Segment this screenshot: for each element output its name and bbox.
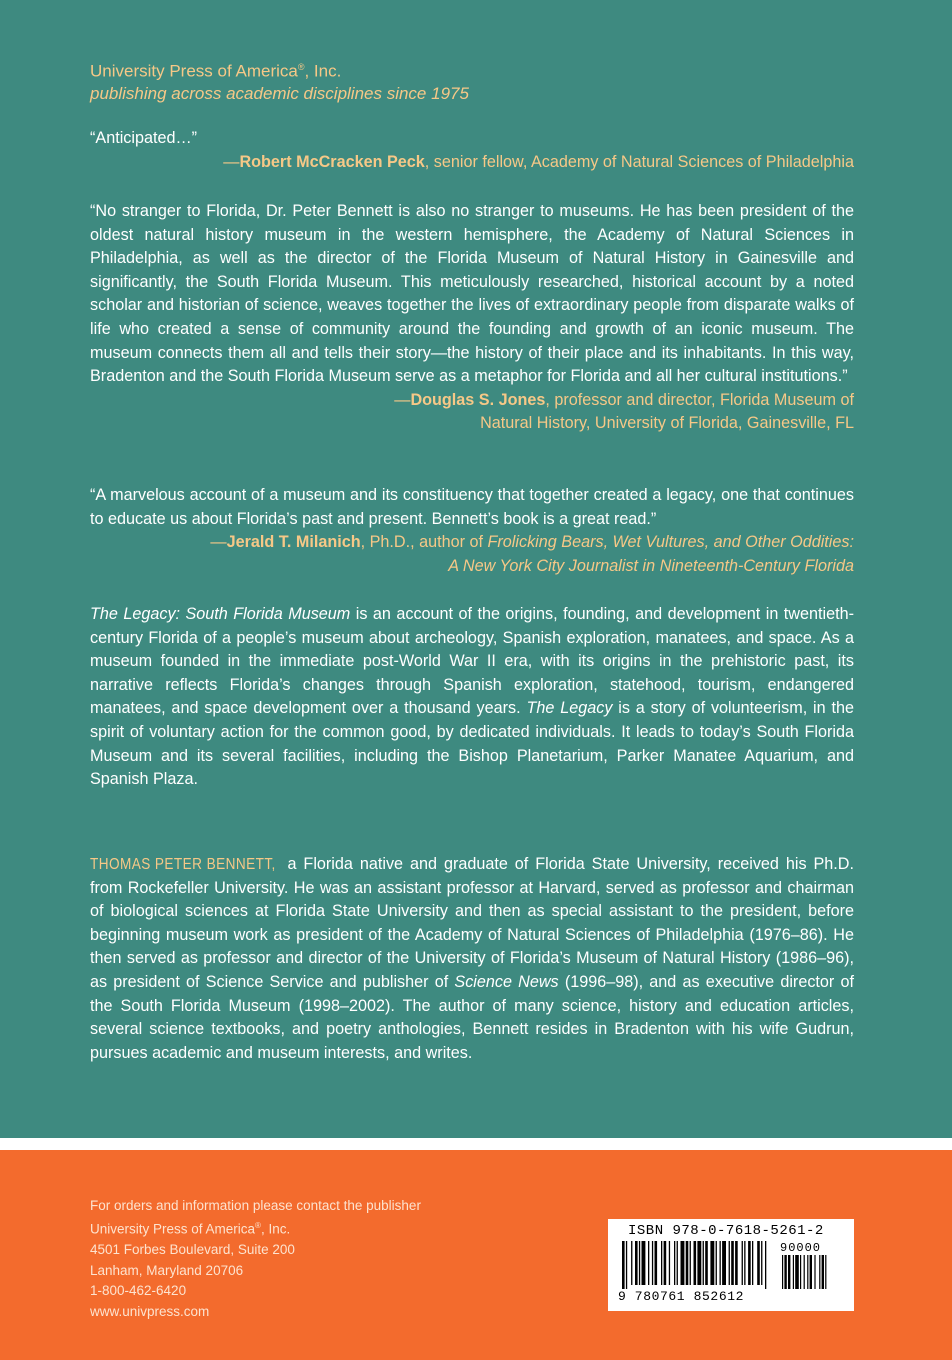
barcode-bar bbox=[642, 1241, 646, 1285]
publisher-website[interactable]: www.univpress.com bbox=[90, 1303, 210, 1319]
isbn-barcode bbox=[608, 1219, 854, 1311]
barcode-supplement-bar bbox=[804, 1255, 805, 1289]
barcode-bar bbox=[694, 1241, 697, 1285]
barcode-supplement-bar bbox=[800, 1255, 801, 1289]
quote-2-text: “No stranger to Florida, Dr. Peter Bennett is also no stranger to museums. He has been president of the oldest natural history museum in the western hemisphere, the Academy of Natural Sciences in Philadelphia, as well as the director of the Florida Museum of Natural History in Gainesville and significantly, the South Florida Museum. This meticulously researched, historical account by a noted scholar and historian of science, weaves together the lives of extraordinary people from disparate walks of life who created a sense of community around the founding and growth of an iconic museum. The museum connects them all and tells their story—the history of their place and its inhabitants. In this way, Bradenton and the South Florida Museum serve as a metaphor for Florida and all her cultural institutions.” bbox=[90, 202, 854, 386]
barcode-bar bbox=[669, 1241, 670, 1285]
barcode-supplement-bar bbox=[795, 1255, 799, 1289]
barcode-bar bbox=[744, 1241, 745, 1285]
barcode-supplement-digits: 90000 bbox=[780, 1241, 822, 1255]
barcode-supplement-bar bbox=[814, 1255, 815, 1289]
barcode-bar bbox=[677, 1241, 678, 1285]
barcode-bar bbox=[720, 1241, 721, 1285]
barcode-bar bbox=[722, 1241, 726, 1285]
barcode-bar bbox=[765, 1241, 766, 1289]
barcode-bar bbox=[731, 1241, 734, 1285]
barcode-bar bbox=[690, 1241, 691, 1285]
quote-3-text: “A marvelous account of a museum and its constituency that together created a legacy, one that continues to educate us about Florida’s past and present. Bennett’s book is a great read.” bbox=[90, 486, 854, 528]
barcode-bar bbox=[686, 1241, 689, 1285]
barcode-bar bbox=[757, 1241, 760, 1285]
white-stripe bbox=[0, 1138, 952, 1150]
barcode-bar bbox=[622, 1241, 625, 1289]
barcode-bar bbox=[710, 1241, 714, 1285]
quote-2 bbox=[90, 200, 854, 436]
quote-1-text: “Anticipated…” bbox=[90, 129, 198, 147]
barcode-supplement-bar bbox=[784, 1255, 786, 1289]
barcode-supplement-bar bbox=[793, 1255, 794, 1289]
barcode-bar bbox=[631, 1241, 632, 1285]
barcode-bar bbox=[661, 1241, 662, 1285]
quote-1-attribution: —Robert McCracken Peck, senior fellow, Academy of Natural Sciences of Philadelphia bbox=[223, 152, 854, 171]
barcode-bar bbox=[648, 1241, 649, 1285]
barcode-bar bbox=[761, 1241, 762, 1285]
barcode-supplement-bar bbox=[807, 1255, 808, 1289]
barcode-supplement-bar bbox=[819, 1255, 820, 1289]
barcode-supplement-bar bbox=[788, 1255, 790, 1289]
barcode-bar bbox=[742, 1241, 743, 1285]
barcode-bar bbox=[716, 1241, 717, 1285]
book-description: The Legacy: South Florida Museum is an account of the origins, founding, and development in twentieth-century Florida of a people’s museum about archeology, Spanish exploration, manatees, and space. As a museum founded in the immediate post-World War II era, with its origins in the prehistoric past, its narrative reflects Florida’s changes through Spanish exploration, statehood, tourism, endangered manatees, and space development over a thousand years. The Legacy is a story of volunteerism, in the spirit of voluntary action for the common good, by dedicated individuals. It leads to today’s South Florida Museum and its several facilities, including the Bishop Planetarium, Parker Manatee Aquarium, and Spanish Plaza. bbox=[90, 605, 855, 789]
barcode-bar bbox=[664, 1241, 667, 1285]
author-name: THOMAS PETER BENNETT, bbox=[90, 856, 276, 873]
barcode-bar bbox=[752, 1241, 753, 1285]
barcode-digits: 9 780761 852612 bbox=[618, 1289, 745, 1304]
quote-1 bbox=[90, 127, 854, 174]
quote-3 bbox=[90, 484, 854, 578]
barcode-bar bbox=[655, 1241, 658, 1285]
barcode-bar bbox=[705, 1241, 708, 1285]
author-bio: THOMAS PETER BENNETT, a Florida native and graduate of Florida State University, received his Ph.D. from Rockefeller University. He was an assistant professor at Harvard, served as professor and chairman of biological sciences at Florida State University and then as special assistant to the president, before beginning museum work as president of the Academy of Natural Sciences of Philadelphia (1976–86). He then served as professor and director of the University of Florida’s Museum of Natural History (1986–96), as president of Science Service and publisher of Science News (1996–98), and as executive director of the South Florida Museum (1998–2002). The author of many science, history and education articles, several science textbooks, and poetry anthologies, Bennett resides in Bradenton with his wife Gudrun, pursues academic and museum interests, and writes. bbox=[90, 855, 854, 1062]
barcode-bar bbox=[639, 1241, 640, 1285]
barcode-bar bbox=[697, 1241, 701, 1285]
publisher-header bbox=[90, 56, 854, 105]
barcode-bar bbox=[729, 1241, 730, 1285]
isbn-number: ISBN 978-0-7618-5261-2 bbox=[628, 1223, 824, 1239]
barcode-supplement-bar bbox=[810, 1255, 812, 1289]
barcode-supplement-bar bbox=[822, 1255, 824, 1289]
barcode-bars bbox=[622, 1241, 842, 1289]
barcode-bar bbox=[748, 1241, 751, 1285]
barcode-bar bbox=[652, 1241, 653, 1285]
barcode-bar bbox=[635, 1241, 638, 1285]
barcode-bar bbox=[626, 1241, 627, 1289]
quote-3-attribution: —Jerald T. Milanich, Ph.D., author of Frolicking Bears, Wet Vultures, and Other Oddities: A New York City Journalist in Nineteenth-Century Florida bbox=[210, 533, 854, 575]
publisher-contact: For orders and information please contact the publisher University Press of America®, Inc. 4501 Forbes Boulevard, Suite 200 Lanham, Maryland 20706 1-800-462-6420 www.univpress.com bbox=[90, 1196, 421, 1322]
publisher-name: University Press of America®, Inc. bbox=[90, 61, 342, 81]
barcode-bar bbox=[703, 1241, 704, 1285]
barcode-bar bbox=[681, 1241, 685, 1285]
barcode-supplement-bar bbox=[825, 1255, 826, 1289]
barcode-supplement-bar bbox=[782, 1255, 783, 1289]
publisher-tagline: publishing across academic disciplines since 1975 bbox=[90, 83, 469, 103]
quote-2-attribution: —Douglas S. Jones, professor and director, Florida Museum of Natural History, University of Florida, Gainesville, FL bbox=[394, 390, 854, 433]
barcode-bar bbox=[735, 1241, 738, 1285]
barcode-bar bbox=[674, 1241, 675, 1285]
